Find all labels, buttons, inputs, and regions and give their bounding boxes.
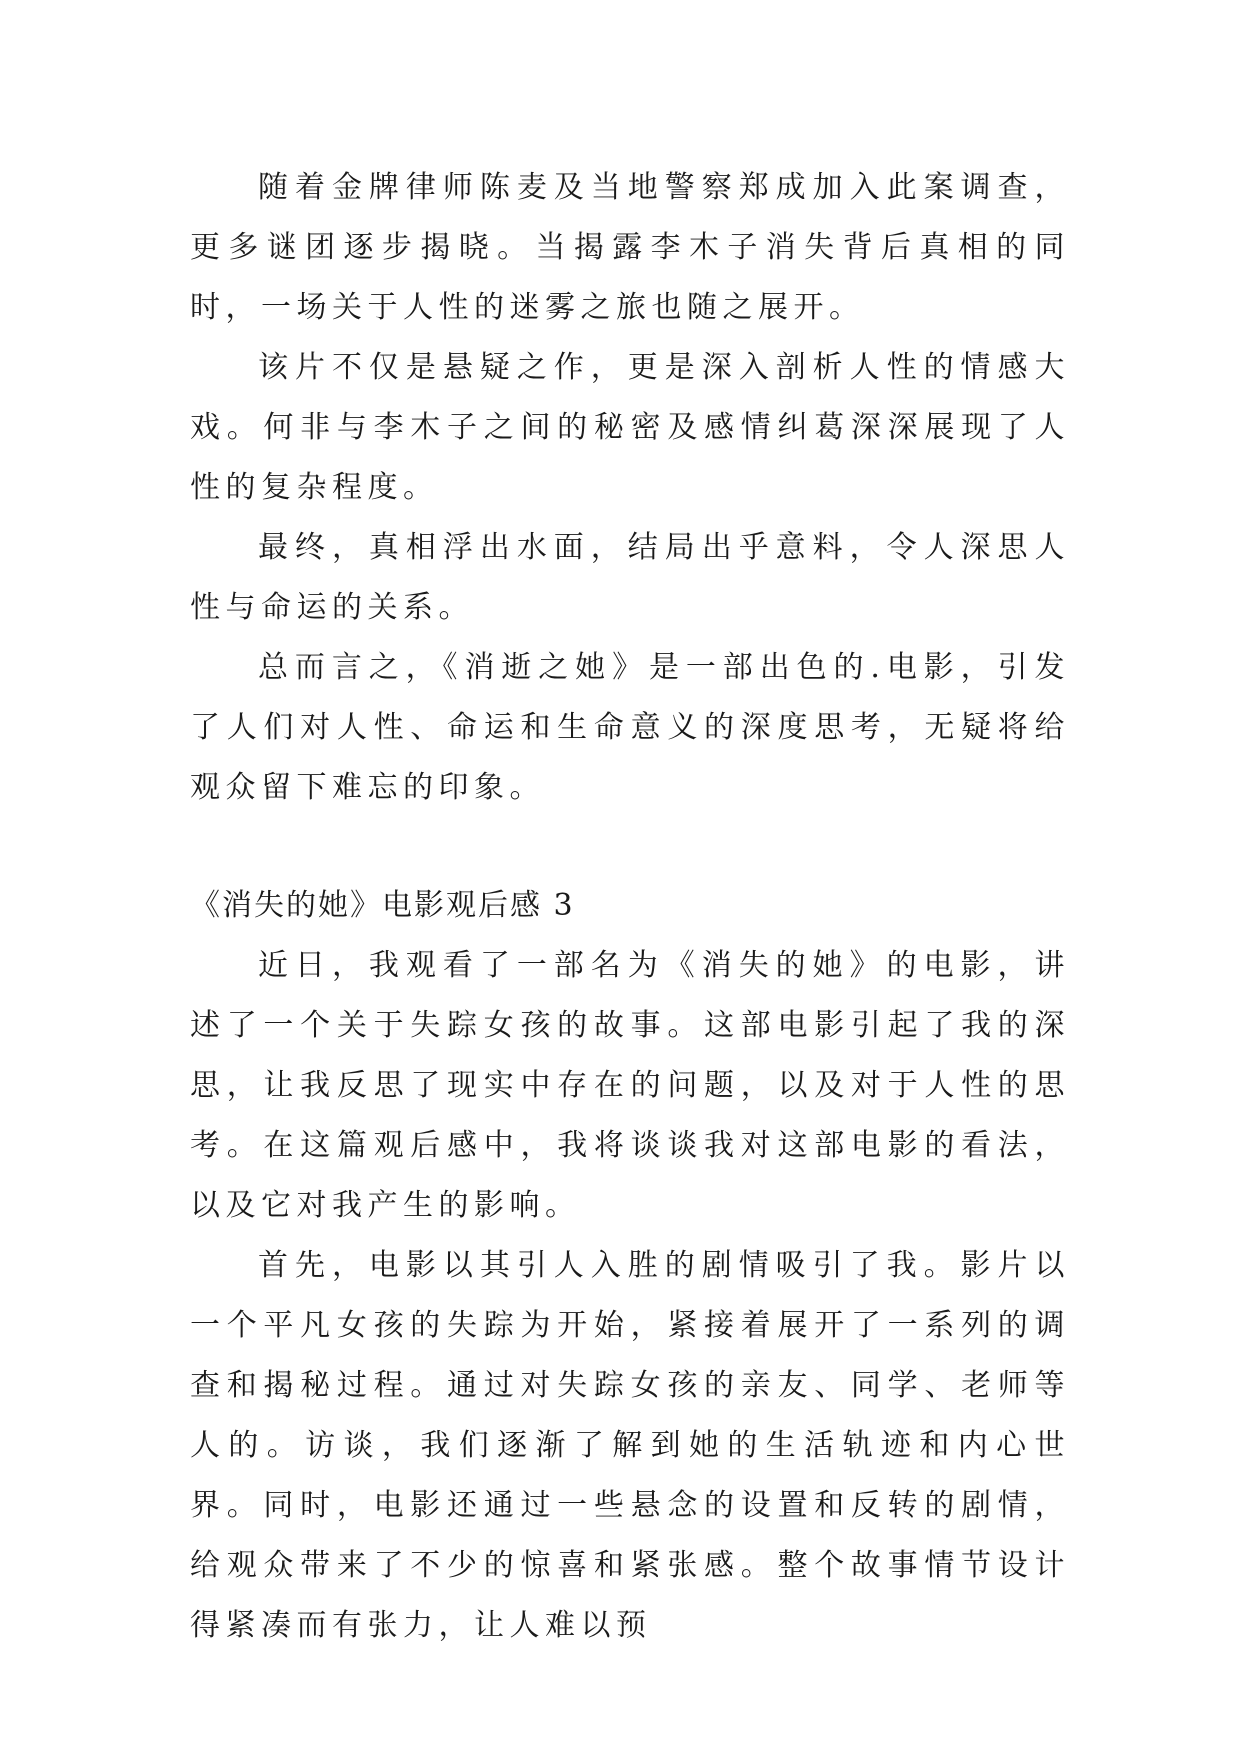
paragraph-plot: 首先，电影以其引人入胜的剧情吸引了我。影片以一个平凡女孩的失踪为开始，紧接着展开了一系列的调查和揭秘过程。通过对失踪女孩的亲友、同学、老师等人的。访谈，我们逐渐了解到她的生活轨迹和内心世界。同时，电影还通过一些悬念的设置和反转的剧情，给观众带来了不少的惊喜和紧张感。整个故事情节设计得紧凑而有张力，让人难以预: [190, 1248, 1070, 1643]
paragraph-intro: 近日，我观看了一部名为《消失的她》的电影，讲述了一个关于失踪女孩的故事。这部电影引起了我的深思，让我反思了现实中存在的问题，以及对于人性的思考。在这篇观后感中，我将谈谈我对这部电影的看法，以及它对我产生的影响。: [190, 948, 1070, 1223]
paragraph-investigation: 随着金牌律师陈麦及当地警察郑成加入此案调查，更多谜团逐步揭晓。当揭露李木子消失背后真相的同时，一场关于人性的迷雾之旅也随之展开。: [190, 170, 1070, 325]
section-title: 《消失的她》电影观后感 3: [190, 888, 575, 923]
document-page: [190, 158, 1070, 1656]
paragraph-summary: 总而言之，《消逝之她》是一部出色的.电影，引发了人们对人性、命运和生命意义的深度思考，无疑将给观众留下难忘的印象。: [190, 650, 1070, 805]
paragraph-emotional-drama: 该片不仅是悬疑之作，更是深入剖析人性的情感大戏。何非与李木子之间的秘密及感情纠葛深深展现了人性的复杂程度。: [190, 350, 1070, 505]
paragraph-ending: 最终，真相浮出水面，结局出乎意料，令人深思人性与命运的关系。: [190, 530, 1070, 625]
